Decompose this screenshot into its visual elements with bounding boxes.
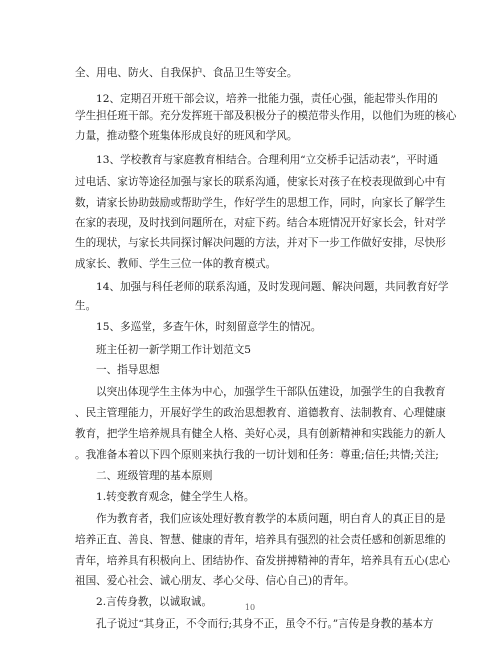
text-line: 成家长、教师、学生三位一体的教育模式。 bbox=[75, 258, 277, 270]
text-line: 孔子说过“其身正，不令而行;其身不正，虽令不行。”言传是身教的基本方 bbox=[96, 618, 434, 630]
text-line: 青年，培养具有积极向上、团结协作、奋发拼搏精神的青年，培养具有五心(忠心 bbox=[75, 555, 450, 567]
text-line: 学生担任班干部。充分发挥班干部及积极分子的模范带头作用，以他们为班的核心 bbox=[75, 110, 457, 122]
text-line: 、民主管理能力，开展好学生的政治思想教育、道德教育、法制教育、心理健康 bbox=[75, 407, 446, 419]
section-title: 班主任初一新学期工作计划范文5 bbox=[96, 344, 252, 356]
text-line: 13、学校教育与家庭教育相结合。合理利用“立交桥手记活动表”，平时通 bbox=[96, 154, 439, 166]
text-line: 培养正直、善良、智慧、健康的青年，培养具有强烈的社会责任感和创新思维的 bbox=[75, 534, 446, 546]
text-line: 祖国、爱心社会、诚心朋友、孝心父母、信心自己)的青年。 bbox=[75, 575, 355, 587]
text-line: 力量，推动整个班集体形成良好的班风和学风。 bbox=[75, 130, 298, 142]
text-line: 作为教育者，我们应该处理好教育教学的本质问题，明白育人的真正目的是 bbox=[96, 513, 446, 525]
text-line: 。我准备本着以下四个原则来执行我的一切计划和任务：尊重;信任;共情;关注; bbox=[75, 449, 439, 461]
subsection-heading: 1.转变教育观念，健全学生人格。 bbox=[96, 491, 255, 503]
section-heading: 一、指导思想 bbox=[96, 364, 160, 376]
text-line: 在家的表现，及时找到问题所在，对症下药。结合本班情况开好家长会，针对学 bbox=[75, 217, 446, 229]
section-heading: 二、班级管理的基本原则 bbox=[96, 470, 213, 482]
text-line: 数，请家长协助鼓励或帮助学生，作好学生的思想工作，同时，向家长了解学生 bbox=[75, 197, 446, 209]
subsection-heading: 2.言传身教，以诚取诚。 bbox=[96, 596, 213, 608]
text-line: 生的现状，与家长共同探讨解决问题的方法，并对下一步工作做好安排，尽快形 bbox=[75, 237, 446, 249]
page-number: 10 bbox=[244, 603, 256, 612]
text-line: 12、定期召开班干部会议，培养一批能力强，责任心强，能起带头作用的 bbox=[96, 93, 438, 105]
text-line: 全、用电、防火、自我保护、食品卫生等安全。 bbox=[75, 67, 298, 79]
text-line: 15、多巡堂，多查午休，时刻留意学生的情况。 bbox=[96, 321, 322, 333]
text-line: 生。 bbox=[75, 300, 97, 312]
text-line: 14、加强与科任老师的联系沟通，及时发现问题、解决问题，共同教育好学 bbox=[96, 281, 449, 293]
text-line: 过电话、家访等途径加强与家长的联系沟通，使家长对孩子在校表现做到心中有 bbox=[75, 176, 446, 188]
text-line: 以突出体现学生主体为中心，加强学生干部队伍建设，加强学生的自我教育 bbox=[96, 386, 446, 398]
text-line: 教育，把学生培养规具有健全人格、美好心灵，具有创新精神和实践能力的新人 bbox=[75, 428, 446, 440]
